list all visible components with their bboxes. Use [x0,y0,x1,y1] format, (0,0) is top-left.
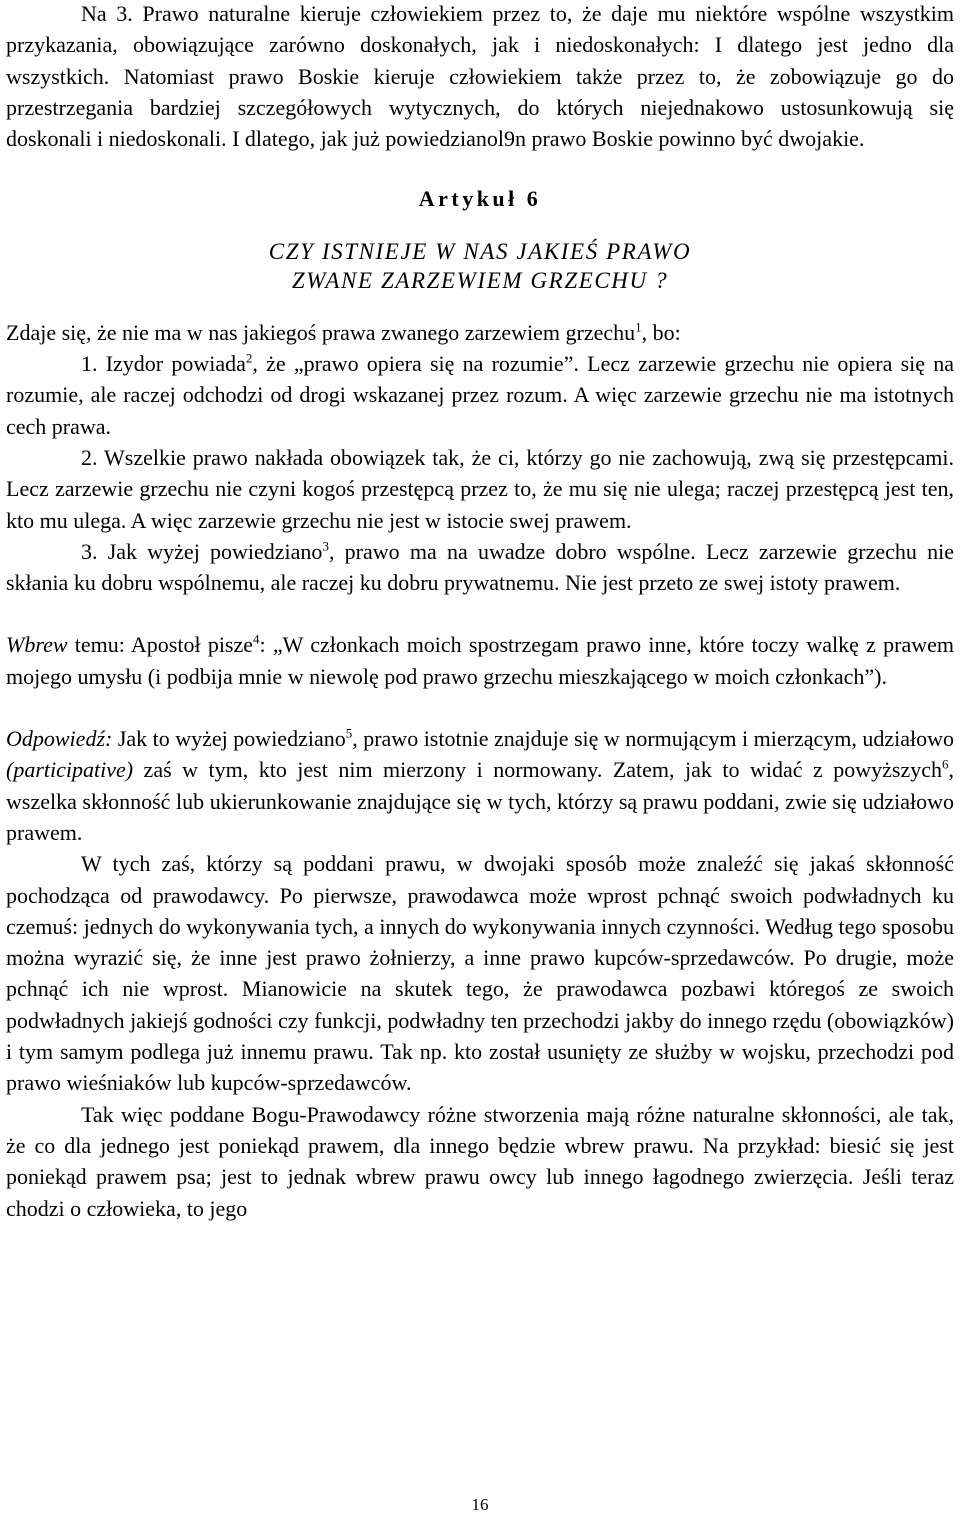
objection-1-text-a: 1. Izydor powiada [81,351,246,377]
response-text-a: Jak to wyżej powiedziano [112,726,346,752]
page-number: 16 [471,1495,489,1514]
footnote-ref-3: 3 [322,538,329,554]
response [6,723,954,848]
intro-sentence [6,317,954,348]
objection-3-text-a: 3. Jak wyżej powiedziano [81,538,323,564]
response-text-c: zaś w tym, kto jest nim mierzony i normowany. Zatem, jak to widać z powyższych [133,757,942,783]
sed-contra-label: Wbrew [6,632,68,658]
body-paragraph-3: Tak więc poddane Bogu-Prawodawcy różne stworzenia mają różne naturalne skłonności, ale tak, że co dla jednego jest poniekąd prawem, dla innego będzie wbrew prawu. Na przykład: biesić się jest poniekąd prawem psa; jest to jednak wbrew prawu owcy lub innego łagodnego zwierzęcia. Jeśli teraz chodzi o człowieka, to jego [6,1101,954,1221]
footnote-ref-6: 6 [942,757,949,773]
article-title: Artykuł 6 [418,186,542,212]
article-question [6,237,954,295]
body-paragraph-2: W tych zaś, którzy są poddani prawu, w dwojaki sposób może znaleźć się jakaś skłonność pochodząca od prawodawcy. Po pierwsze, prawodawca może wprost pchnąć swoich podwładnych ku czemuś: jednych do wykonywania tych, a innych do wykonywania innych czynności. Według tego sposobu można wyrazić się, że inne jest prawo żołnierzy, a inne prawo kupców-sprzedawców. Po drugie, może pchnąć ich nie wprost. Mianowicie na skutek tego, że prawodawca pozbawi któregoś ze swoich podwładnych jakiejś godności czy funkcji, podwładny ten przechodzi jakby do innego rzędu (obowiązków) i tym samym podlega już innemu prawu. Tak np. kto został usunięty ze służby w wojsku, przechodzi pod prawo wieśniaków lub kupców-sprzedawców. [6,851,954,1096]
sed-contra-text-a: temu: Apostoł pisze [67,632,254,658]
response-label: Odpowiedź: [6,726,113,752]
objection-3-text-b: , prawo ma na uwadze dobro wspólne. Lecz zarzewie grzechu nie skłania ku dobru wspólnemu, ale raczej ku dobru prywatnemu. Nie jest przeto ze swej istoty prawem. [6,538,954,596]
objection-1-text-b: , że „prawo opiera się na rozumie”. Lecz zarzewie grzechu nie opiera się na rozumie, ale raczej odchodzi od drogi wskazanej przez rozum. A więc zarzewie grzechu nie ma istotnych cech prawa. [6,351,954,439]
intro-text: Zdaje się, że nie ma w nas jakiegoś prawa zwanego zarzewiem grzechu [6,319,636,345]
paragraph-reply-3: Na 3. Prawo naturalne kieruje człowiekiem przez to, że daje mu niektóre wspólne wszystkim przykazania, obowiązujące zarówno doskonałych, jak i niedoskonałych: I dlatego jest jedno dla wszystkich. Natomiast prawo Boskie kieruje człowiekiem także przez to, że zobowiązuje go do przestrzegania bardziej szczegółowych wytycznych, do których niejednakowo ustosunkowują się doskonali i niedoskonali. I dlatego, jak już powiedzianol9n prawo Boskie powinno być dwojakie. [6,1,954,152]
response-text-b: , prawo istotnie znajduje się w normującym i mierzącym, udziałowo [352,726,954,752]
footnote-ref-2: 2 [245,350,253,366]
sed-contra-text-b: : „W członkach moich spostrzegam prawo inne, które toczy walkę z prawem mojego umysłu (i podbija mnie w niewolę pod prawo grzechu mieszkającego w moich członkach”). [6,632,954,689]
objection-2: 2. Wszelkie prawo nakłada obowiązek tak, że ci, którzy go nie zachowują, zwą się przestępcami. Lecz zarzewie grzechu nie czyni kogoś przestępcą przez to, że mu się nie ulega; raczej przestępcą jest ten, kto mu ulega. A więc zarzewie grzechu nie jest w istocie swej prawem. [6,444,954,533]
footnote-ref-1: 1 [635,319,642,335]
response-italic-term: (participative) [6,757,134,783]
footnote-ref-5: 5 [345,725,353,741]
footnote-ref-4: 4 [253,632,260,648]
article-question-line-2: ZWANE ZARZEWIEM GRZECHU ? [291,267,669,293]
objection-3 [6,536,954,599]
intro-tail: , bo: [641,319,681,345]
objection-1 [6,348,954,442]
sed-contra [6,629,954,692]
document-page [6,0,954,1513]
article-question-line-1: CZY ISTNIEJE W NAS JAKIEŚ PRAWO [268,238,692,264]
response-text-d: , wszelka skłonność lub ukierunkowanie znajdujące się w tych, którzy są prawu poddani, zwie się udziałowo prawem. [6,757,954,845]
